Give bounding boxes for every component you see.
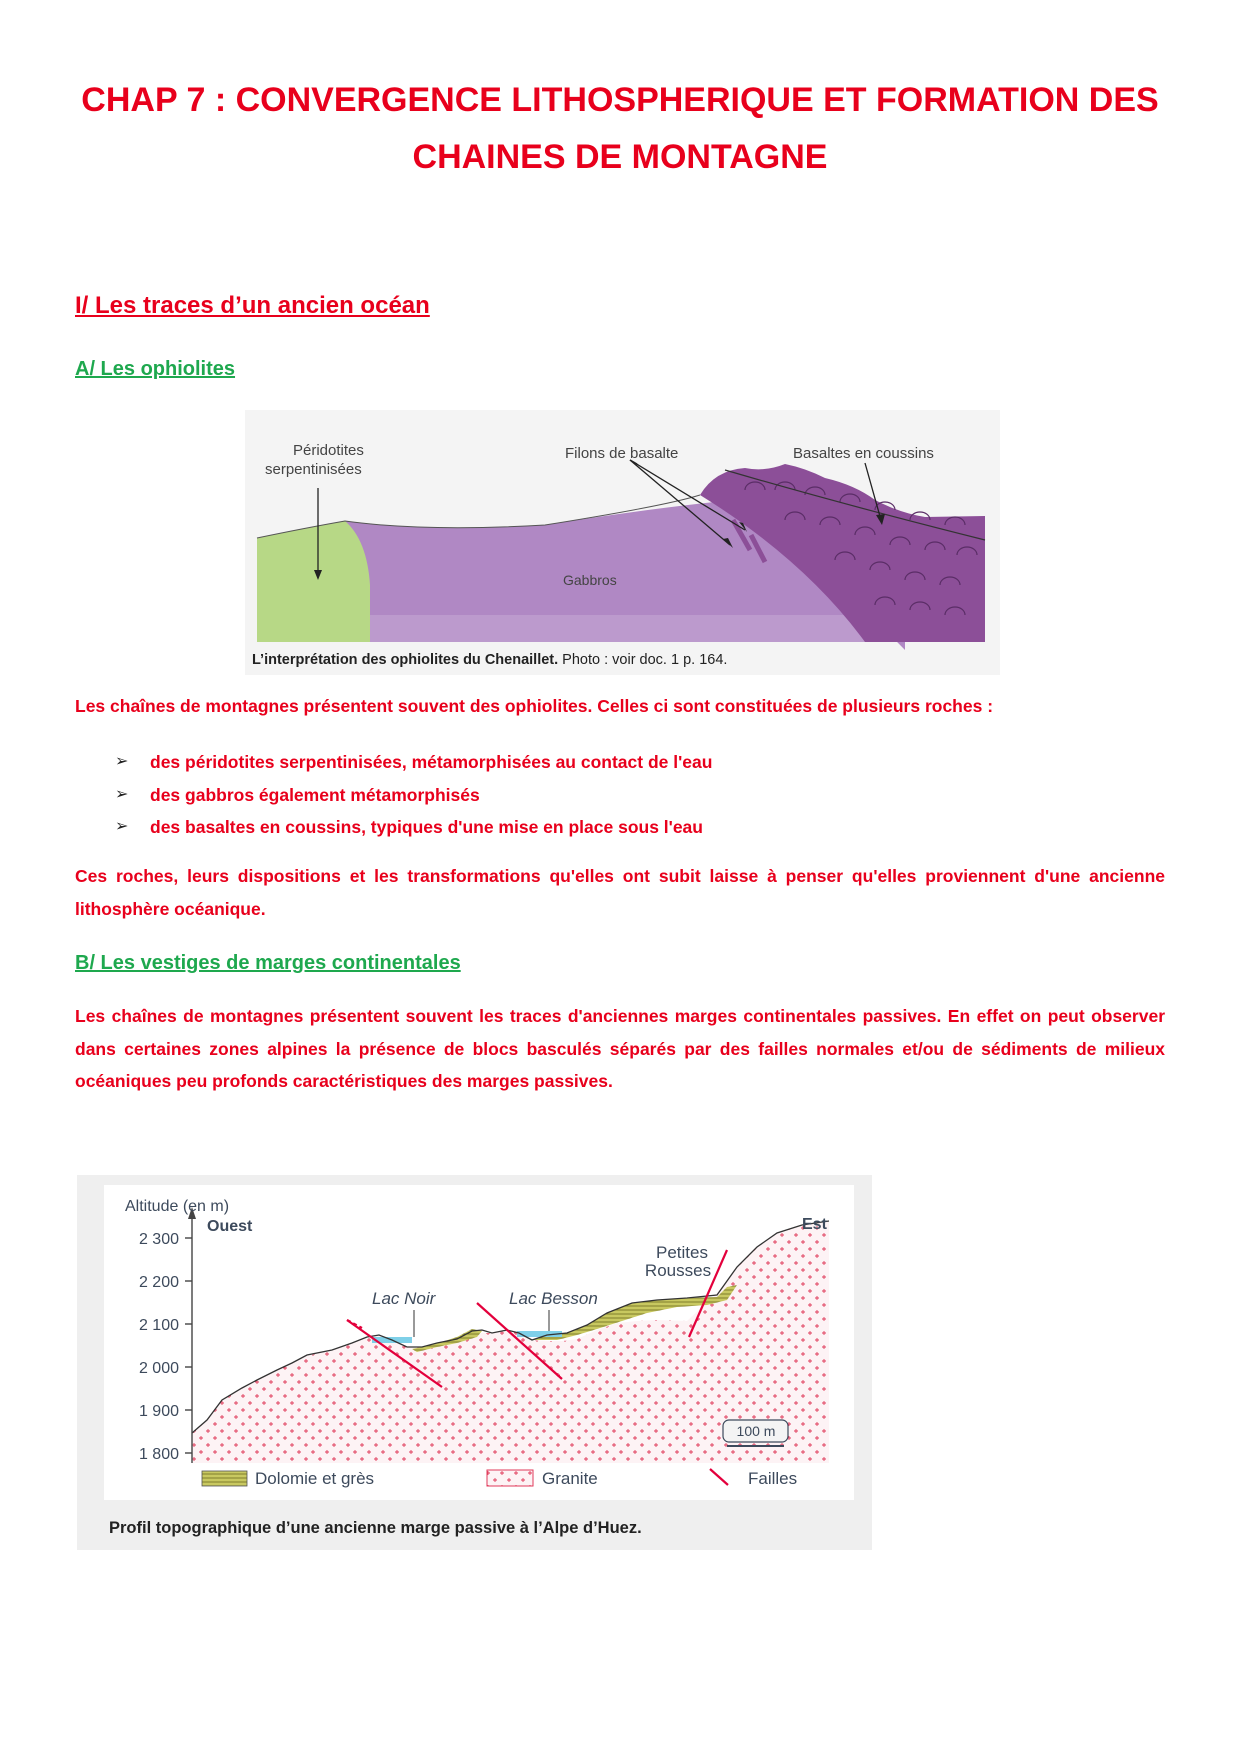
label-lac-besson: Lac Besson xyxy=(509,1289,598,1308)
list-item-text: des basaltes en coussins, typiques d'une mise en place sous l'eau xyxy=(150,817,703,837)
section-heading-traces-ocean: I/ Les traces d’un ancien océan xyxy=(75,292,430,319)
label-est: Est xyxy=(802,1216,827,1233)
axis-label-altitude: Altitude (en m) xyxy=(125,1198,230,1215)
label-basaltes-coussins: Basaltes en coussins xyxy=(793,445,934,462)
list-item xyxy=(75,746,1165,779)
label-filons-basalte: Filons de basalte xyxy=(565,445,679,462)
label-gabbros: Gabbros xyxy=(563,572,617,588)
label-rousses: Rousses xyxy=(644,1261,712,1280)
marges-text: Les chaînes de montagnes présentent souvent les traces d'anciennes marges continentales passives. En effet on peut observer dans certaines zones alpines la présence de blocs basculés séparés par des failles normales et/ou de sédiments de milieux océaniques peu profonds caractéristiques des marges passives. xyxy=(75,1006,1165,1091)
ophiolite-caption-bold: L’interprétation des ophiolites du Chenaillet. xyxy=(252,652,559,668)
legend-failles: Failles xyxy=(748,1469,798,1488)
list-item-text: des gabbros également métamorphisés xyxy=(150,784,480,805)
label-ouest: Ouest xyxy=(207,1218,253,1235)
arrow-bullet-icon: ➢ xyxy=(115,753,129,770)
arrow-bullet-icon: ➢ xyxy=(115,785,129,803)
label-lac-noir: Lac Noir xyxy=(372,1289,436,1308)
tick-2100: 2 100 xyxy=(138,1317,179,1334)
subsection-heading-ophiolites: A/ Les ophiolites xyxy=(75,358,236,380)
profile-caption: Profil topographique d’une ancienne marge passive à l’Alpe d’Huez. xyxy=(109,1519,642,1537)
arrow-bullet-icon: ➢ xyxy=(115,818,129,835)
ophiolite-conclusion: Ces roches, leurs dispositions et les transformations qu'elles ont subit laisse à penser qu'elles proviennent d'une ancienne lithosphère océanique. xyxy=(75,866,1165,919)
list-item xyxy=(75,811,1165,844)
tick-2300: 2 300 xyxy=(138,1231,179,1248)
subsection-heading-marges: B/ Les vestiges de marges continentales xyxy=(75,952,461,974)
tick-1800: 1 800 xyxy=(138,1446,179,1463)
legend-dolomie: Dolomie et grès xyxy=(255,1469,375,1488)
label-serpentinisees: serpentinisées xyxy=(265,461,362,478)
legend-granite-swatch xyxy=(487,1470,533,1486)
label-petites: Petites xyxy=(656,1243,708,1262)
legend-dolomie-swatch xyxy=(202,1471,247,1486)
scale-label: 100 m xyxy=(736,1423,776,1439)
list-item xyxy=(75,779,1165,812)
legend-granite: Granite xyxy=(542,1469,598,1488)
tick-2200: 2 200 xyxy=(138,1274,179,1291)
list-item-text: des péridotites serpentinisées, métamorphisées au contact de l'eau xyxy=(150,752,713,772)
tick-1900: 1 900 xyxy=(138,1403,179,1420)
ophiolite-intro: Les chaînes de montagnes présentent souvent des ophiolites. Celles ci sont constituées de plusieurs roches : xyxy=(75,696,994,716)
rock-list xyxy=(75,746,1165,844)
ophiolite-caption xyxy=(252,652,727,668)
passive-margin-profile xyxy=(77,1175,872,1550)
tick-2000: 2 000 xyxy=(138,1360,179,1377)
page-title: CHAP 7 : CONVERGENCE LITHOSPHERIQUE ET FORMATION DES CHAINES DE MONTAGNE xyxy=(81,81,1159,176)
ophiolite-diagram xyxy=(245,410,1000,675)
ophiolite-caption-rest: Photo : voir doc. 1 p. 164. xyxy=(558,652,728,668)
label-peridotites: Péridotites xyxy=(293,442,364,459)
